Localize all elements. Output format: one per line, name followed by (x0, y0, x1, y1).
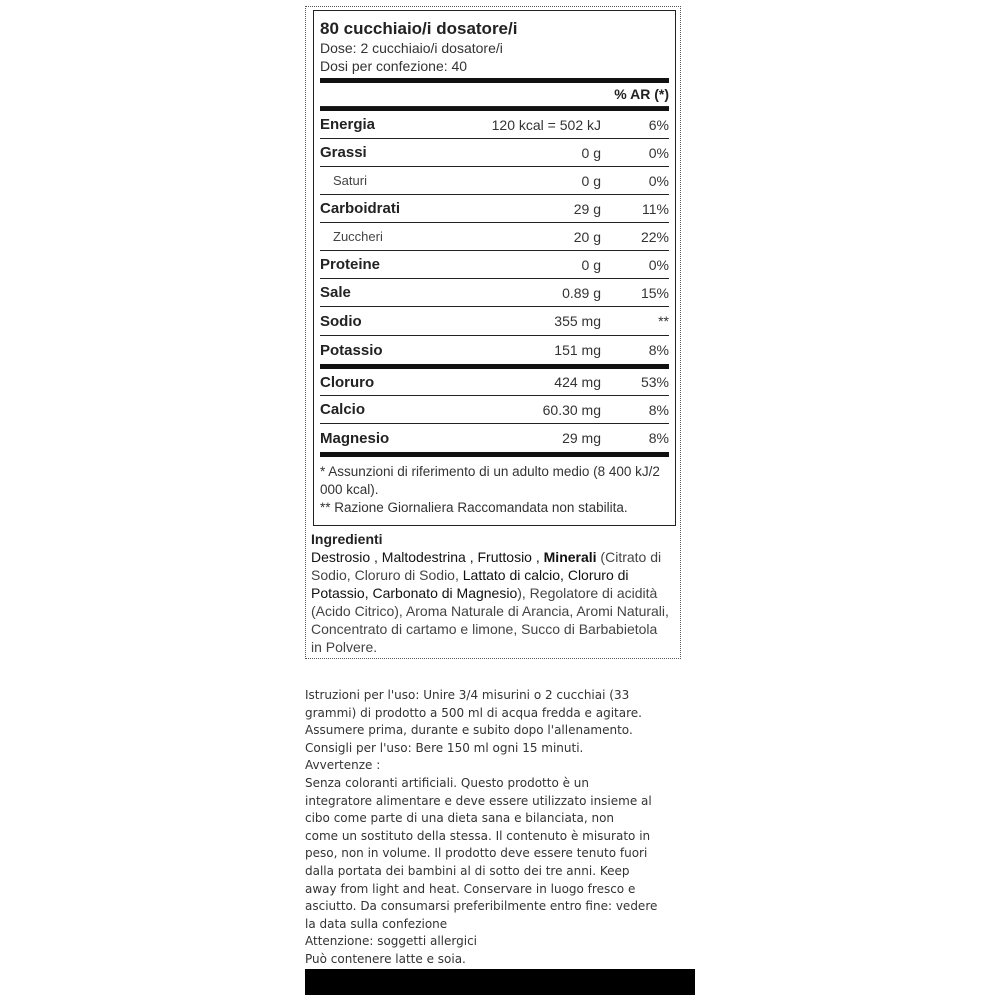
nutrient-value: 29 mg (562, 430, 601, 446)
nutrient-row-sodio (320, 307, 669, 336)
nutrient-value: 0 g (581, 144, 601, 161)
nutrient-row-sale (320, 279, 669, 307)
nutrient-name: Magnesio (320, 429, 390, 447)
instructions-text: Istruzioni per l'uso: Unire 3/4 misurini o 2 cucchiai (33 grammi) di prodotto a 500 ml di acqua fredda e agitare. Assumere prima, durante e subito dopo l'allenamento. Consigli per l'uso: Bere 150 ml ogni 15 minuti. Avvertenze : Senza coloranti artificiali. Questo prodotto è un integratore alimentare e deve essere utilizzato insieme al cibo come parte di una dieta sana e bilanciata, non come un sostituto della stessa. Il contenuto è misurato in peso, non in volume. Il prodotto deve essere tenuto fuori dalla portata dei bambini al di sotto dei tre anni. Keep away from light and heat. Conservare in luogo fresco e asciutto. Da consumarsi preferibilmente entro fine: vedere la data sulla confezione Attenzione: soggetti allergici Può contenere latte e soia. (305, 688, 658, 966)
nutrient-pct: 6% (648, 116, 669, 133)
nutrient-pct: 11% (642, 200, 669, 217)
nutrition-facts-panel (313, 10, 676, 526)
ingredients-text (311, 548, 671, 656)
nutrient-pct: 0% (648, 172, 669, 189)
nutrient-pct: 8% (648, 430, 669, 446)
nutrition-label-frame (305, 6, 681, 659)
ingredients-part: ), Regolatore di acidità (Acido Citrico), Aroma Naturale di Arancia, Aromi Naturali, Concentrato di cartamo e limone, Succo di Barbabietola in Polvere. (311, 585, 669, 655)
footnotes (320, 463, 669, 517)
panel-title: 80 cucchiaio/i dosatore/i (320, 19, 518, 38)
nutrient-name: Potassio (320, 341, 383, 359)
nutrient-value: 0 g (581, 256, 601, 273)
nutrient-row-carboidrati (320, 195, 669, 223)
nutrient-value: 29 g (573, 200, 601, 217)
pct-header: % AR (*) (320, 83, 669, 107)
nutrient-pct: 53% (640, 374, 669, 390)
ingredients-section (311, 530, 671, 656)
nutrient-row-magnesio (320, 424, 669, 452)
nutrient-name: Cloruro (320, 373, 375, 391)
nutrient-row-proteine (320, 251, 669, 279)
nutrient-row-calcio (320, 396, 669, 424)
ingredients-title: Ingredienti (311, 531, 383, 547)
black-bar (305, 969, 695, 995)
nutrient-value: 120 kcal = 502 kJ (491, 116, 601, 133)
nutrient-pct: ** (658, 313, 669, 329)
ingredients-minerals: Minerali (543, 549, 597, 565)
nutrient-value: 60.30 mg (542, 401, 601, 418)
nutrient-row-saturi (320, 167, 669, 195)
ingredients-part: Destrosio , Maltodestrina , Fruttosio , (311, 549, 544, 565)
nutrient-row-energia (320, 111, 669, 139)
nutrient-row-potassio (320, 336, 669, 364)
nutrient-pct: 22% (640, 228, 669, 245)
nutrient-value: 151 mg (554, 342, 601, 358)
nutrient-row-cloruro (320, 369, 669, 396)
nutrient-name: Saturi (333, 173, 367, 188)
nutrient-value: 355 mg (554, 313, 601, 329)
nutrient-row-grassi (320, 139, 669, 167)
footnote-rda: ** Razione Giornaliera Raccomandata non stabilita. (320, 500, 628, 515)
nutrient-name: Energia (320, 116, 376, 133)
nutrient-name: Sodio (320, 312, 362, 330)
ingredients-part: Lattato di calcio, Cloruro di Potassio, Carbonato di Magnesio (311, 567, 629, 601)
nutrient-name: Calcio (320, 401, 366, 418)
nutrient-name: Proteine (320, 256, 381, 273)
nutrient-pct: 0% (648, 144, 669, 161)
nutrient-pct: 8% (648, 342, 669, 358)
nutrient-name: Grassi (320, 144, 367, 161)
nutrient-name: Sale (320, 284, 351, 301)
ingredients-part: (Citrato di Sodio, Cloruro di Sodio, (311, 549, 662, 583)
nutrient-pct: 8% (648, 401, 669, 418)
divider-thick (320, 452, 669, 457)
nutrient-value: 20 g (573, 228, 601, 245)
nutrient-value: 0.89 g (562, 284, 601, 301)
nutrient-name: Zuccheri (333, 229, 383, 244)
nutrient-pct: 0% (648, 256, 669, 273)
nutrient-value: 424 mg (554, 374, 601, 390)
servings-line: Dosi per confezione: 40 (320, 58, 468, 74)
nutrient-row-zuccheri (320, 223, 669, 251)
nutrient-name: Carboidrati (320, 200, 401, 217)
dose-line: Dose: 2 cucchiaio/i dosatore/i (320, 40, 503, 56)
footnote-reference-intake: * Assunzioni di riferimento di un adulto medio (8 400 kJ/2 000 kcal). (320, 464, 660, 497)
nutrient-value: 0 g (581, 172, 601, 189)
nutrient-pct: 15% (640, 284, 669, 301)
